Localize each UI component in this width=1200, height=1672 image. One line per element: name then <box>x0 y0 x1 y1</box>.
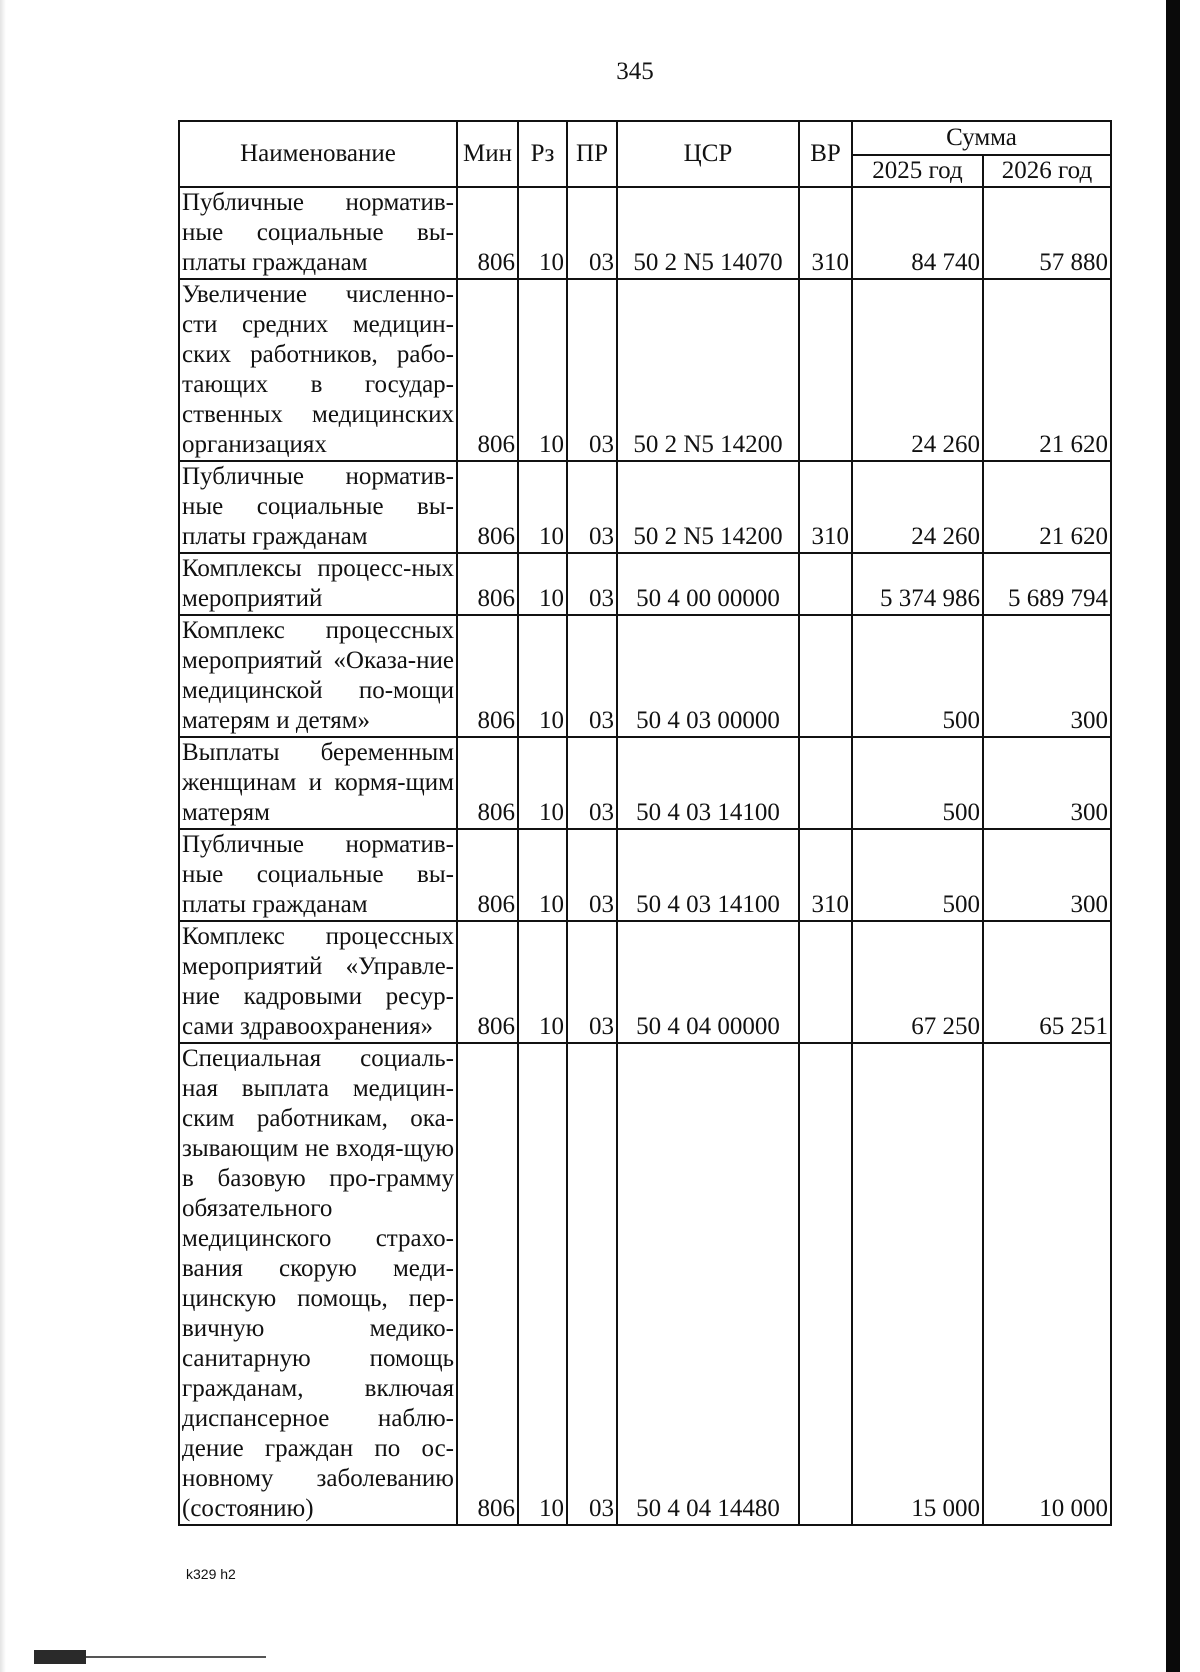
table-body <box>179 187 1111 1525</box>
cell-sum-2026: 300 <box>983 829 1111 921</box>
cell-rz: 10 <box>518 737 567 829</box>
table-row <box>179 1043 1111 1525</box>
cell-name: Специальная социаль-ная выплата медицин-ским работникам, ока-зывающим не входя-щую в базовую про-грамму обязательного медицинского страхо-вания скорую меди-цинскую помощь, пер-вичную медико-санитарную помощь гражданам, включая диспансерное наблю-дение граждан по ос-новному заболеванию (состоянию) <box>179 1043 457 1525</box>
table-row <box>179 187 1111 279</box>
cell-vr <box>799 279 852 461</box>
cell-min: 806 <box>457 829 518 921</box>
cell-name: Комплекс процессных мероприятий «Управле-ние кадровыми ресур-сами здравоохранения» <box>179 921 457 1043</box>
cell-rz: 10 <box>518 1043 567 1525</box>
cell-vr <box>799 921 852 1043</box>
cell-csr: 50 4 03 00000 <box>617 615 799 737</box>
cell-rz: 10 <box>518 187 567 279</box>
header-min: Мин <box>457 121 518 187</box>
cell-min: 806 <box>457 737 518 829</box>
table-row <box>179 615 1111 737</box>
header-name: Наименование <box>179 121 457 187</box>
table-row <box>179 921 1111 1043</box>
cell-csr: 50 4 03 14100 <box>617 737 799 829</box>
cell-vr <box>799 615 852 737</box>
cell-rz: 10 <box>518 279 567 461</box>
cell-pr: 03 <box>567 829 617 921</box>
cell-csr: 50 2 N5 14200 <box>617 461 799 553</box>
cell-sum-2026: 21 620 <box>983 279 1111 461</box>
cell-sum-2026: 300 <box>983 615 1111 737</box>
header-rz: Рз <box>518 121 567 187</box>
cell-sum-2026: 57 880 <box>983 187 1111 279</box>
table-row <box>179 553 1111 615</box>
cell-vr <box>799 553 852 615</box>
cell-sum-2026: 5 689 794 <box>983 553 1111 615</box>
cell-sum-2025: 84 740 <box>852 187 983 279</box>
cell-name: Выплаты беременным женщинам и кормя-щим матерям <box>179 737 457 829</box>
cell-rz: 10 <box>518 921 567 1043</box>
cell-sum-2025: 24 260 <box>852 279 983 461</box>
cell-sum-2025: 67 250 <box>852 921 983 1043</box>
cell-pr: 03 <box>567 737 617 829</box>
cell-pr: 03 <box>567 461 617 553</box>
scan-line <box>86 1656 266 1658</box>
budget-table <box>178 120 1112 1526</box>
cell-vr: 310 <box>799 829 852 921</box>
cell-csr: 50 4 00 00000 <box>617 553 799 615</box>
cell-min: 806 <box>457 615 518 737</box>
cell-rz: 10 <box>518 829 567 921</box>
header-year-2025: 2025 год <box>852 155 983 187</box>
cell-sum-2025: 500 <box>852 737 983 829</box>
cell-min: 806 <box>457 921 518 1043</box>
cell-vr <box>799 737 852 829</box>
cell-name: Комплекс процессных мероприятий «Оказа-ние медицинской по-мощи матерям и детям» <box>179 615 457 737</box>
cell-rz: 10 <box>518 553 567 615</box>
cell-pr: 03 <box>567 615 617 737</box>
header-csr: ЦСР <box>617 121 799 187</box>
cell-min: 806 <box>457 279 518 461</box>
cell-name: Комплексы процесс-ных мероприятий <box>179 553 457 615</box>
cell-csr: 50 4 04 14480 <box>617 1043 799 1525</box>
cell-pr: 03 <box>567 187 617 279</box>
cell-pr: 03 <box>567 279 617 461</box>
cell-sum-2025: 500 <box>852 615 983 737</box>
cell-min: 806 <box>457 1043 518 1525</box>
cell-name: Публичные норматив-ные социальные вы-платы гражданам <box>179 829 457 921</box>
cell-pr: 03 <box>567 553 617 615</box>
cell-csr: 50 4 03 14100 <box>617 829 799 921</box>
cell-name: Публичные норматив-ные социальные вы-платы гражданам <box>179 187 457 279</box>
cell-sum-2025: 500 <box>852 829 983 921</box>
header-sum: Сумма <box>852 121 1111 155</box>
cell-min: 806 <box>457 187 518 279</box>
cell-min: 806 <box>457 461 518 553</box>
cell-sum-2025: 5 374 986 <box>852 553 983 615</box>
table-row <box>179 829 1111 921</box>
scan-edge <box>0 0 6 1672</box>
cell-sum-2026: 21 620 <box>983 461 1111 553</box>
cell-csr: 50 4 04 00000 <box>617 921 799 1043</box>
cell-vr: 310 <box>799 461 852 553</box>
header-vr: ВР <box>799 121 852 187</box>
cell-csr: 50 2 N5 14200 <box>617 279 799 461</box>
cell-pr: 03 <box>567 1043 617 1525</box>
cell-vr: 310 <box>799 187 852 279</box>
cell-sum-2026: 65 251 <box>983 921 1111 1043</box>
header-pr: ПР <box>567 121 617 187</box>
page-number: 345 <box>616 58 654 85</box>
cell-sum-2026: 10 000 <box>983 1043 1111 1525</box>
scan-smudge <box>34 1650 86 1664</box>
cell-min: 806 <box>457 553 518 615</box>
table-row <box>179 737 1111 829</box>
table-row <box>179 279 1111 461</box>
cell-sum-2026: 300 <box>983 737 1111 829</box>
cell-rz: 10 <box>518 615 567 737</box>
cell-name: Увеличение численно-сти средних медицин-ских работников, рабо-тающих в государ-ственных медицинских организациях <box>179 279 457 461</box>
header-year-2026: 2026 год <box>983 155 1111 187</box>
cell-csr: 50 2 N5 14070 <box>617 187 799 279</box>
cell-name: Публичные норматив-ные социальные вы-платы гражданам <box>179 461 457 553</box>
cell-sum-2025: 15 000 <box>852 1043 983 1525</box>
scan-border-bar <box>1166 0 1180 1672</box>
cell-pr: 03 <box>567 921 617 1043</box>
table-row <box>179 461 1111 553</box>
cell-vr <box>799 1043 852 1525</box>
footer-code: k329 h2 <box>186 1566 236 1582</box>
cell-rz: 10 <box>518 461 567 553</box>
cell-sum-2025: 24 260 <box>852 461 983 553</box>
